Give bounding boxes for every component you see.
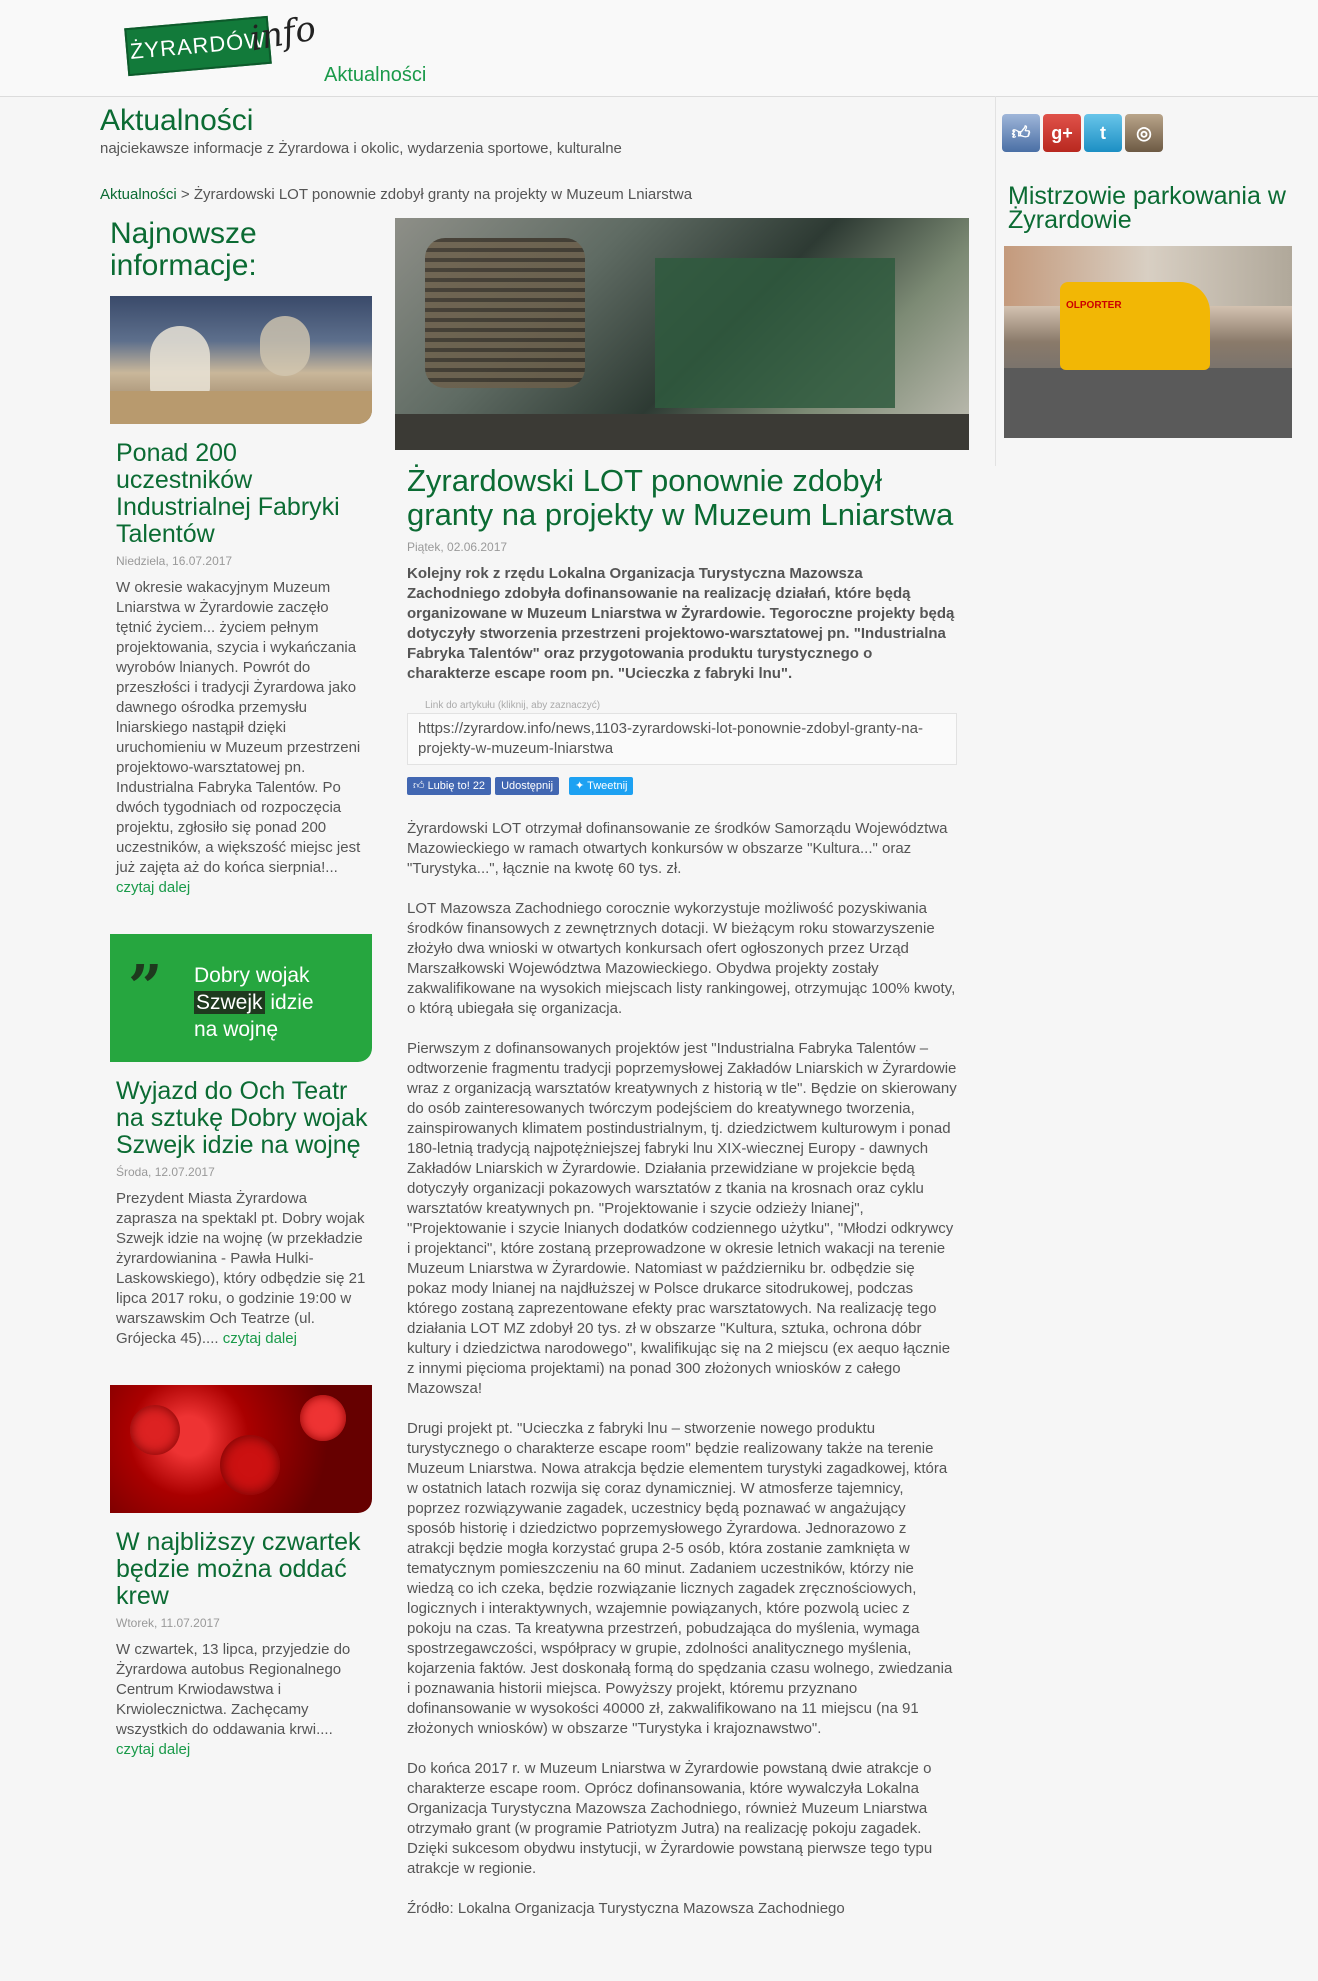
- news-card-excerpt: [116, 578, 368, 898]
- article-link-field[interactable]: https://zyrardow.info/news,1103-zyrardowski-lot-ponownie-zdobyl-granty-na-projekty-w-muzeum-lniarstwa: [407, 713, 957, 765]
- featured-title[interactable]: Mistrzowie parkowania w Żyrardowie: [1008, 182, 1286, 234]
- news-card-text: Prezydent Miasta Żyrardowa zaprasza na spektakl pt. Dobry wojak Szwejk idzie na wojnę (w przekładzie żyrardowianina - Pawła Hulki-Laskowskiego), który odbędzie się 21 lipca 2017 roku, o godzinie 19:00 w warszawskim Och Teatrze (ul. Grójecka 45)....: [116, 1190, 366, 1347]
- quote-mark-icon: ”: [128, 953, 163, 1023]
- article-title: Żyrardowski LOT ponownie zdobył granty na projekty w Muzeum Lniarstwa: [407, 463, 954, 532]
- facebook-like-label: Lubię to! 22: [427, 780, 486, 792]
- google-plus-icon[interactable]: g+: [1043, 114, 1081, 152]
- twitter-icon[interactable]: t: [1084, 114, 1122, 152]
- news-card-title[interactable]: W najbliższy czwartek będzie można oddać krew: [116, 1528, 361, 1610]
- instagram-icon[interactable]: ◎: [1125, 114, 1163, 152]
- nav-link-news[interactable]: Aktualności: [324, 64, 427, 86]
- news-card-text: W okresie wakacyjnym Muzeum Lniarstwa w Żyrardowie zaczęło tętnić życiem... życiem pełnym projektowania, szycia i wykańczania wyrobów lnianych. Powrót do przeszłości i tradycji Żyrardowa jako dawnego ośrodka przemysłu lniarskiego nastąpił dzięki uruchomieniu w Muzeum przestrzeni projektowo-warsztatowej pn. Industrialna Fabryka Talentów. Po dwóch tygodniach od rozpoczęcia projektu, zgłosiło się ponad 200 uczestników, a większość miejsc jest już zajęta aż do końca sierpnia!...: [116, 579, 361, 876]
- page-title: Aktualności: [100, 104, 254, 137]
- breadcrumb: [100, 186, 692, 203]
- article-lead: Kolejny rok z rzędu Lokalna Organizacja Turystyczna Mazowsza Zachodniego zdobyła dofinansowanie na realizację działań, które będą organizowane w Muzeum Lniarstwa w Żyrardowie. Tegoroczne projekty będą dotyczyły stworzenia przestrzeni projektowo-warsztatowej pn. "Industrialna Fabryka Talentów" oraz przygotowania produktu turystycznego o charakterze escape room pn. "Ucieczka z fabryki lnu".: [407, 565, 955, 682]
- article-source: Źródło: Lokalna Organizacja Turystyczna Mazowsza Zachodniego: [407, 1900, 845, 1917]
- thumbs-up-icon: 👍︎: [413, 780, 425, 792]
- news-card-excerpt: [116, 1189, 368, 1349]
- banner-highlight: Szwejk: [196, 991, 263, 1014]
- news-card: [110, 1385, 374, 1760]
- page-subtitle: najciekawsze informacje z Żyrardowa i okolic, wydarzenia sportowe, kulturalne: [100, 140, 622, 157]
- breadcrumb-home-link[interactable]: Aktualności: [100, 186, 177, 203]
- twitter-bird-icon: ✦: [575, 780, 585, 792]
- article: [395, 218, 969, 1939]
- tweet-button[interactable]: [569, 777, 633, 795]
- latest-news-sidebar: [110, 216, 374, 1796]
- article-date: Piątek, 02.06.2017: [407, 540, 508, 554]
- news-card-image[interactable]: [110, 296, 372, 424]
- news-card-title[interactable]: Wyjazd do Och Teatr na sztukę Dobry wojak Szwejk idzie na wojnę: [116, 1077, 368, 1159]
- banner-line-1: Dobry wojak: [194, 964, 310, 987]
- read-more-link[interactable]: czytaj dalej: [222, 1330, 297, 1347]
- sidebar-heading: Najnowsze informacje:: [110, 217, 257, 282]
- top-bar: [0, 0, 1318, 97]
- van-logo-text: OLPORTER: [1066, 300, 1122, 311]
- article-body: [407, 819, 957, 1919]
- social-icons: [1002, 114, 1166, 152]
- news-card: [110, 934, 374, 1349]
- facebook-like-button[interactable]: [407, 777, 491, 795]
- read-more-link[interactable]: czytaj dalej: [116, 1741, 191, 1758]
- read-more-link[interactable]: czytaj dalej: [116, 879, 191, 896]
- news-card-date: Niedziela, 16.07.2017: [116, 554, 233, 568]
- news-card-date: Wtorek, 11.07.2017: [116, 1616, 220, 1630]
- breadcrumb-current: Żyrardowski LOT ponownie zdobył granty na projekty w Muzeum Lniarstwa: [193, 186, 693, 203]
- delivery-van: [1060, 282, 1210, 370]
- news-card: [110, 296, 374, 898]
- article-paragraph: LOT Mazowsza Zachodniego corocznie wykorzystuje możliwość pozyskiwania środków finansowych z zewnętrznych dotacji. W bieżącym roku stowarzyszenie złożyło dwa wnioski w otwartych konkursach ofert ogłoszonych przez Urząd Marszałkowski Województwa Mazowieckiego. Obydwa projekty zostały zakwalifikowane na wysokich miejscach listy rankingowej, otrzymując 100% kwoty, o którą ubiegała się organizacja.: [407, 900, 956, 1017]
- news-card-image[interactable]: [110, 1385, 372, 1513]
- news-card-text: W czwartek, 13 lipca, przyjedzie do Żyrardowa autobus Regionalnego Centrum Krwiodawstwa i Krwiolecznictwa. Zachęcamy wszystkich do oddawania krwi....: [116, 1641, 351, 1738]
- article-paragraph: Do końca 2017 r. w Muzeum Lniarstwa w Żyrardowie powstaną dwie atrakcje o charakterze escape room. Oprócz dofinansowania, które wywalczyła Lokalna Organizacja Turystyczna Mazowsza Zachodniego, również Muzeum Lniarstwa otrzymało grant (w programie Patriotyzm Jutra) na realizację pokoju zagadek. Dzięki sukcesom obydwu instytucji, w Żyrardowie powstaną pierwsze tego typu atrakcje w regionie.: [407, 1760, 933, 1877]
- logo-badge: ŻYRARDÓW: [124, 16, 272, 76]
- news-card-title[interactable]: Ponad 200 uczestników Industrialnej Fabryki Talentów: [116, 439, 340, 548]
- article-paragraph: Żyrardowski LOT otrzymał dofinansowanie ze środków Samorządu Województwa Mazowieckiego w ramach otwartych konkursów w obszarze "Kultura..." oraz "Turystyka...", łącznie na kwotę 60 tys. zł.: [407, 820, 948, 877]
- featured-image[interactable]: [1004, 246, 1292, 438]
- right-column: [995, 96, 1296, 466]
- news-card-date: Środa, 12.07.2017: [116, 1165, 215, 1179]
- site-logo[interactable]: [122, 8, 319, 80]
- logo-suffix: info: [247, 8, 319, 60]
- news-card-excerpt: [116, 1640, 368, 1760]
- banner-line-2: idzie: [270, 991, 314, 1014]
- banner-line-3: na wojnę: [194, 1018, 279, 1041]
- share-buttons: [407, 777, 957, 797]
- breadcrumb-separator: >: [176, 186, 194, 203]
- facebook-share-button[interactable]: Udostępnij: [495, 777, 559, 795]
- article-link-label: Link do artykułu (kliknij, aby zaznaczyć): [425, 700, 601, 711]
- news-card-image[interactable]: [110, 934, 372, 1062]
- facebook-like-icon[interactable]: 👍︎: [1002, 114, 1040, 152]
- article-paragraph: Drugi projekt pt. "Ucieczka z fabryki lnu – stworzenie nowego produktu turystycznego o charakterze escape room" będzie realizowany także na terenie Muzeum Lniarstwa. Nowa atrakcja będzie elementem turystyki zagadkowej, która w ostatnich latach rozwija się coraz dynamiczniej. W atmosferze tajemnicy, poprzez rozwiązywanie zagadek, uczestnicy będą poznawać w angażujący sposób historię i dziedzictwo poprzemysłowego Żyrardowa. Jednorazowo z atrakcji będzie mogła korzystać grupa 2-5 osób, która zostanie zamknięta w tematycznym pomieszczeniu na 60 minut. Zadaniem uczestników, którzy nie wiedzą co ich czeka, będzie rozwiązanie licznych zagadek zręcznościowych, logicznych i interaktywnych, wzajemnie powiązanych, które pozwolą uciec z pokoju na czas. Ta kreatywna przestrzeń, pobudzająca do myślenia, wymaga spostrzegawczości, współpracy w grupie, zdolności analitycznego myślenia, kojarzenia faktów. Jest doskonałą formą do spędzania czasu wolnego, zwiedzania i poznawania historii miejsca. Powyższy projekt, któremu przyznano dofinansowanie w wysokości 40000 zł, zakwalifikowano na 11 miejscu (na 91 złożonych wniosków) w obszarze "Turystyka i krajoznawstwo".: [407, 1420, 953, 1737]
- article-paragraph: Pierwszym z dofinansowanych projektów jest "Industrialna Fabryka Talentów – odtworzenie fragmentu tradycji poprzemysłowej Zakładów Lniarskich w Żyrardowie wraz z organizacją warsztatów kreatywnych z historią w tle". Będzie on skierowany do osób zainteresowanych twórczym podejściem do kreatywnego tworzenia, zainspirowanych klimatem postindustrialnym, tj. dziedzictwem kulturowym i ponad 180-letnią tradycją najpotężniejszej fabryki lnu XIX-wiecznej Europy - dawnych Zakładów Lniarskich w Żyrardowie. Działania przewidziane w projekcie będą dotyczyły organizacji pokazowych warsztatów z tkania na krosnach oraz cyklu warsztatów kreatywnych pn. "Projektowanie i szycie odzieży lnianej", "Projektowanie i szycie lnianych dodatków codziennego użytku", "Młodzi odkrywcy i projektanci", które zostaną przeprowadzone w okresie letnich wakacji na terenie Muzeum Lniarstwa w Żyrardowie. Natomiast w październiku br. odbędzie się pokaz mody lnianej na najdłuższej w Polsce drukarce sitodrukowej, podczas którego zostaną zaprezentowane efekty prac warsztatowych. Na realizację tego działania LOT MZ zdobył 20 tys. zł w obszarze "Kultura, sztuka, ochrona dóbr kultury i dziedzictwa narodowego", kwalifikując się na 2 miejscu (ex aequo łącznie z innymi pięcioma projektami) na ponad 300 złożonych wniosków z całego Mazowsza!: [407, 1040, 957, 1397]
- article-hero-image: [395, 218, 969, 450]
- tweet-label: Tweetnij: [587, 780, 628, 792]
